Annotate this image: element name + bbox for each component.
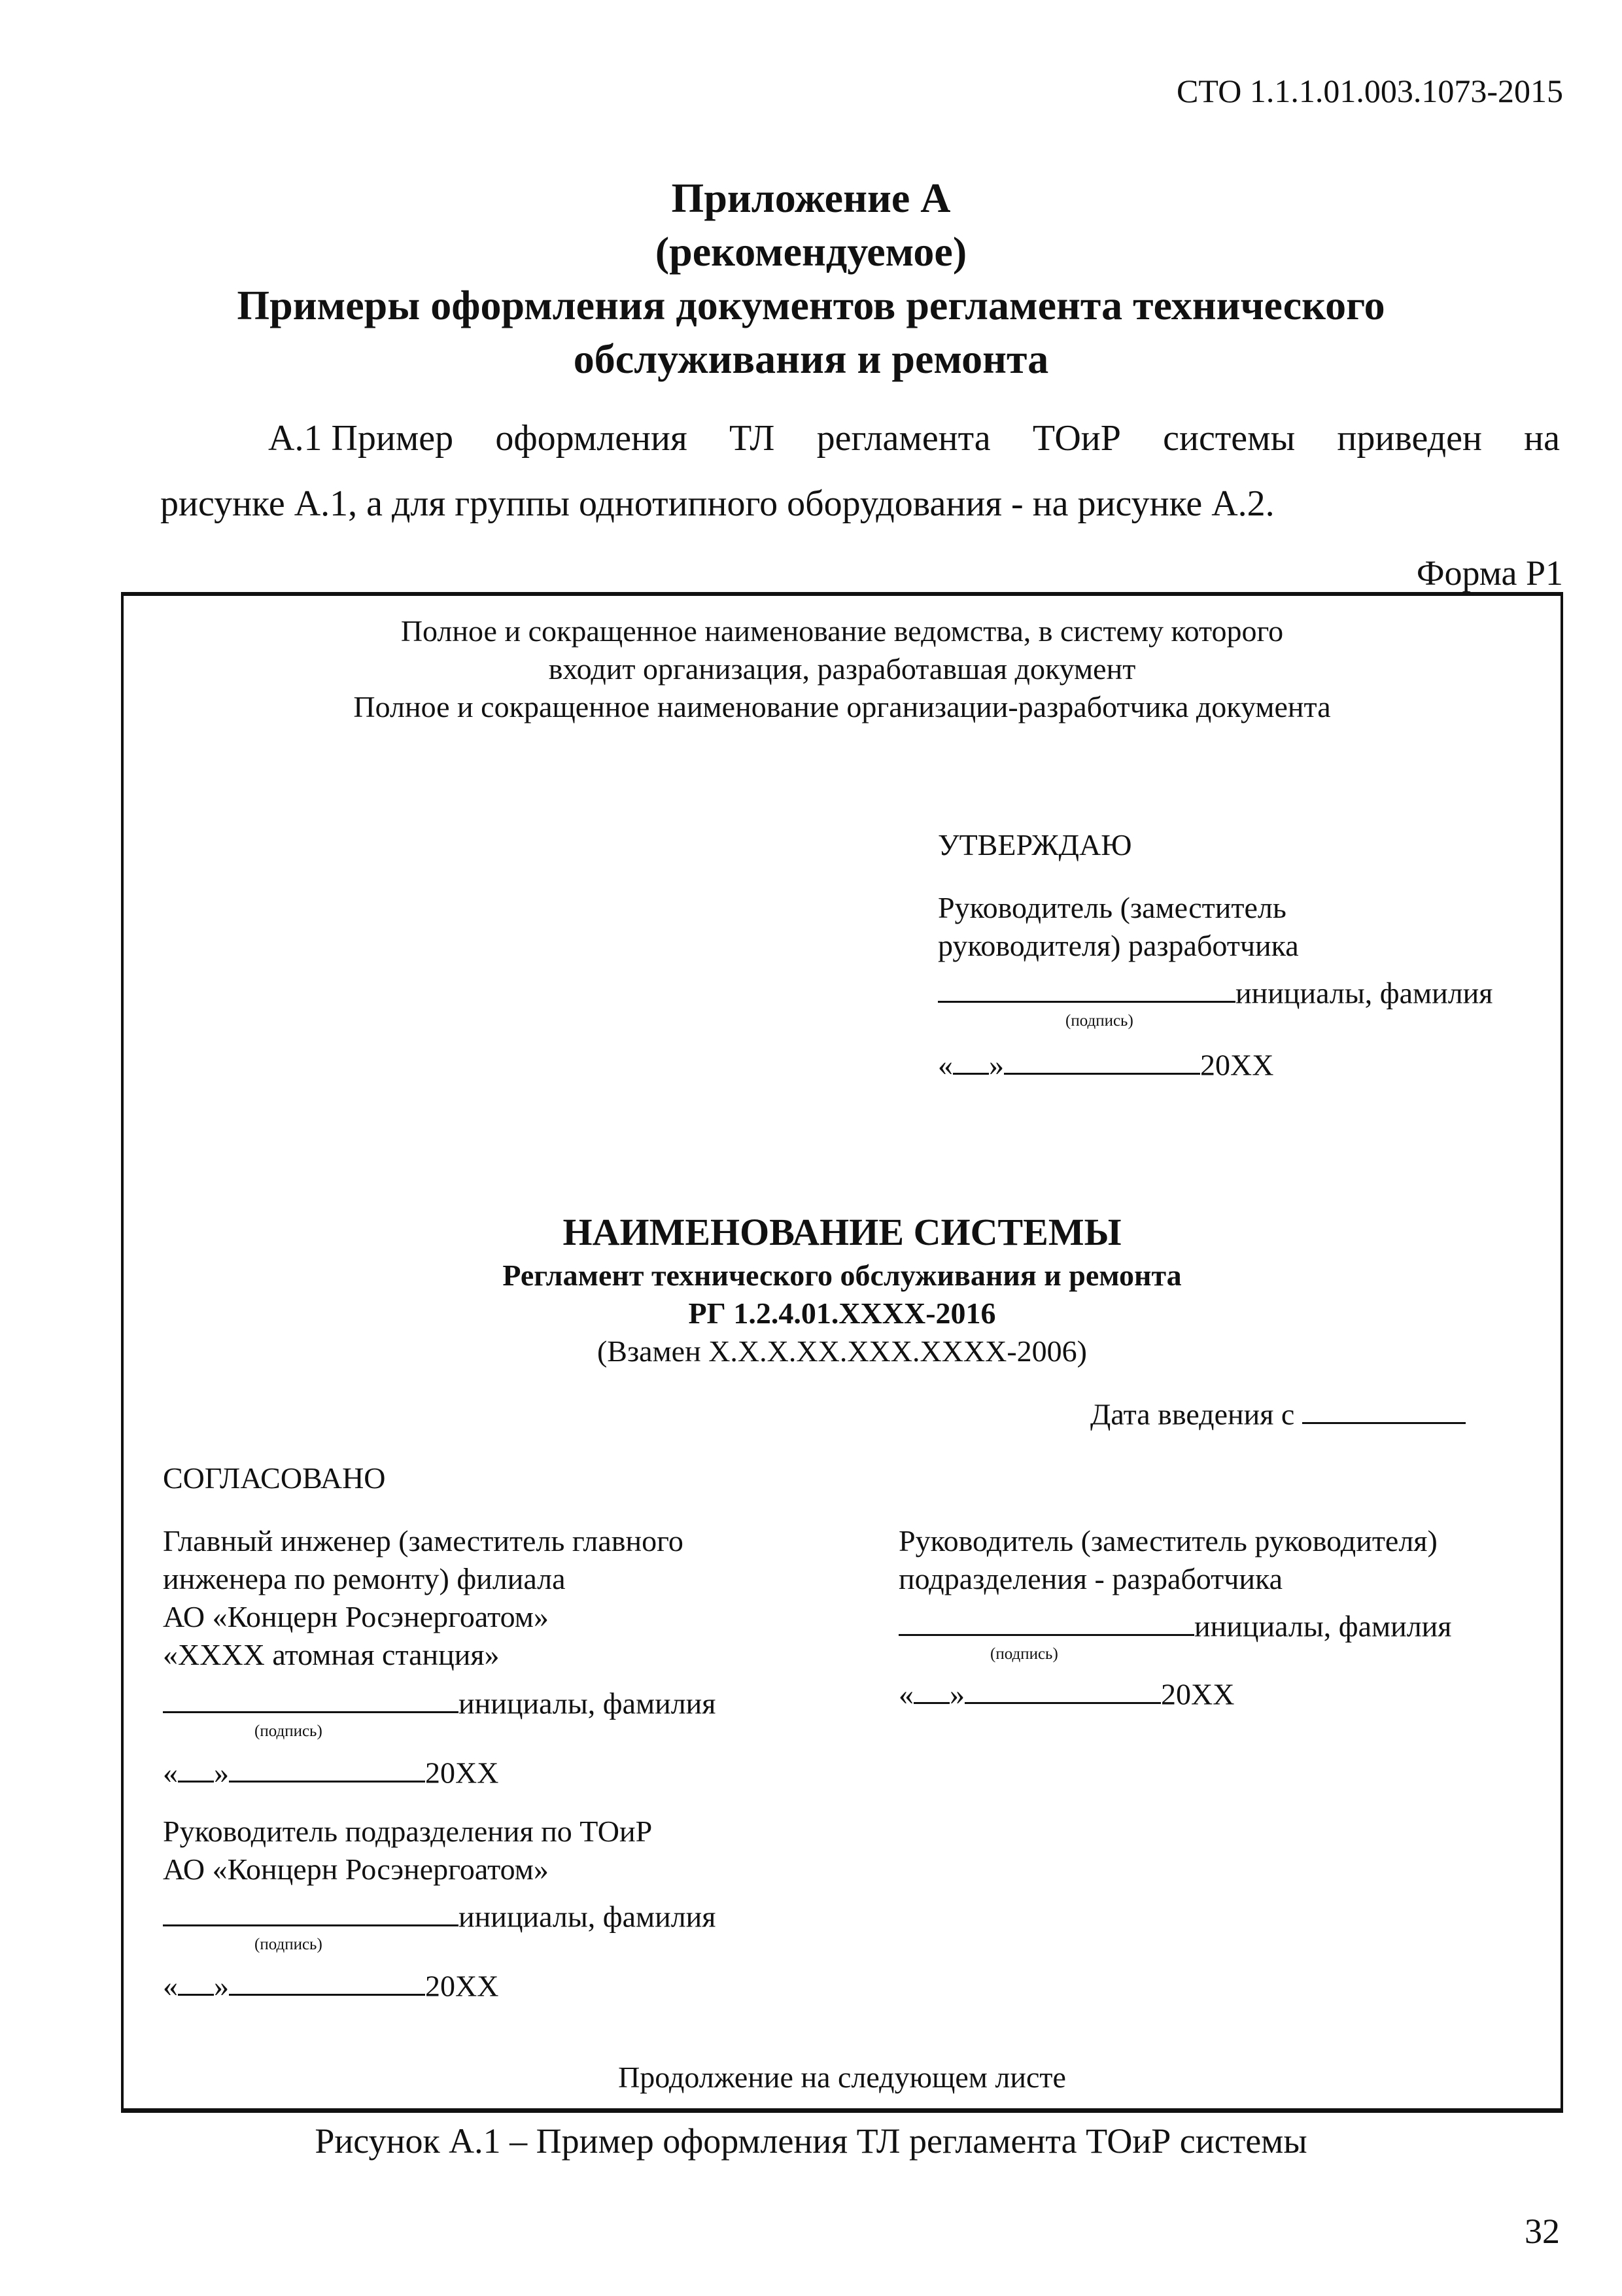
org-line-2: входит организация, разработавшая документ <box>548 652 1136 686</box>
intro-word: А.1 Пример <box>268 418 454 459</box>
form-frame <box>121 592 1563 2113</box>
intro-line-1 <box>268 411 1560 466</box>
quote-close: » <box>950 1677 965 1711</box>
approve-signature-row <box>938 974 1493 1012</box>
figure-caption: Рисунок А.1 – Пример оформления ТЛ регламента ТОиР системы <box>315 2121 1307 2161</box>
regulation-replaces: (Взамен Х.Х.Х.ХХ.ХХХ.ХХХХ-2006) <box>596 1334 1087 1368</box>
intro-word: ТОиР <box>1032 418 1121 459</box>
agreed-left1-year: 20ХХ <box>425 1756 499 1790</box>
intro-word: на <box>1524 418 1560 459</box>
effective-date-row <box>1090 1395 1466 1433</box>
day-line <box>953 1046 989 1075</box>
quote-open: « <box>163 1756 178 1790</box>
intro-word: регламента <box>816 418 991 459</box>
intro-word: системы <box>1163 418 1296 459</box>
agreed-left2-signature-caption: (подпись) <box>254 1936 322 1953</box>
agreed-left2-line1: Руководитель подразделения по ТОиР <box>163 1815 653 1848</box>
day-line <box>178 1967 214 1996</box>
month-line <box>229 1754 425 1783</box>
intro-word: приведен <box>1337 418 1482 459</box>
intro-line-2: рисунке А.1, а для группы однотипного оборудования - на рисунке А.2. <box>160 483 1275 524</box>
org-line-3: Полное и сокращенное наименование организации-разработчика документа <box>353 690 1331 723</box>
form-label: Форма Р1 <box>1416 553 1563 593</box>
agreed-right-signature-row <box>899 1607 1451 1645</box>
agreed-left2-line2: АО «Концерн Росэнергоатом» <box>163 1852 549 1886</box>
regulation-subtitle: Регламент технического обслуживания и ремонта <box>502 1259 1182 1292</box>
agreed-heading: СОГЛАСОВАНО <box>163 1461 386 1495</box>
agreed-right-date-row <box>899 1675 1234 1713</box>
agreed-left1-line1: Главный инженер (заместитель главного <box>163 1524 683 1557</box>
effective-date-label: Дата введения с <box>1090 1397 1295 1431</box>
appendix-title: Приложение А <box>671 175 951 221</box>
agreed-left1-line4: «ХХХХ атомная станция» <box>163 1638 500 1671</box>
month-line <box>229 1967 425 1996</box>
month-line <box>965 1675 1161 1704</box>
intro-word: оформления <box>495 418 687 459</box>
day-line <box>178 1754 214 1783</box>
appendix-heading-line1: Примеры оформления документов регламента технического <box>237 282 1385 328</box>
agreed-right-signature-suffix: инициалы, фамилия <box>1194 1609 1452 1643</box>
quote-open: « <box>938 1048 953 1082</box>
quote-close: » <box>989 1048 1004 1082</box>
signature-line <box>163 1684 458 1713</box>
approve-date-row <box>938 1046 1273 1084</box>
org-line-1: Полное и сокращенное наименование ведомства, в систему которого <box>400 614 1284 648</box>
agreed-left1-line2: инженера по ремонту) филиала <box>163 1562 566 1595</box>
month-line <box>1004 1046 1200 1075</box>
continuation-note: Продолжение на следующем листе <box>618 2061 1066 2094</box>
quote-open: « <box>899 1677 914 1711</box>
approve-role-line1: Руководитель (заместитель <box>938 891 1286 924</box>
agreed-left1-signature-caption: (подпись) <box>254 1722 322 1740</box>
approve-year: 20ХХ <box>1200 1048 1274 1082</box>
agreed-right-year: 20ХХ <box>1161 1677 1235 1711</box>
agreed-left2-signature-row <box>163 1898 716 1936</box>
agreed-right-line2: подразделения - разработчика <box>899 1562 1283 1595</box>
agreed-left1-signature-row <box>163 1684 716 1722</box>
agreed-left2-date-row <box>163 1967 498 2005</box>
agreed-left1-date-row <box>163 1754 498 1792</box>
agreed-left2-signature-suffix: инициалы, фамилия <box>458 1900 716 1934</box>
page-number: 32 <box>1525 2212 1560 2251</box>
signature-line <box>938 974 1235 1003</box>
agreed-right-line1: Руководитель (заместитель руководителя) <box>899 1524 1438 1557</box>
system-name: НАИМЕНОВАНИЕ СИСТЕМЫ <box>562 1211 1122 1253</box>
agreed-left2-year: 20ХХ <box>425 1969 499 2003</box>
appendix-heading-line2: обслуживания и ремонта <box>573 336 1049 382</box>
signature-line <box>163 1898 458 1926</box>
effective-date-line <box>1302 1395 1466 1424</box>
appendix-status: (рекомендуемое) <box>655 228 967 275</box>
quote-close: » <box>214 1756 229 1790</box>
approve-role-line2: руководителя) разработчика <box>938 929 1299 962</box>
signature-line <box>899 1607 1194 1636</box>
document-number: СТО 1.1.1.01.003.1073-2015 <box>1177 73 1563 109</box>
agreed-right-signature-caption: (подпись) <box>990 1645 1058 1663</box>
regulation-code: РГ 1.2.4.01.ХХХХ-2016 <box>688 1296 996 1330</box>
agreed-left1-signature-suffix: инициалы, фамилия <box>458 1686 716 1720</box>
agreed-left1-line3: АО «Концерн Росэнергоатом» <box>163 1600 549 1633</box>
approve-signature-suffix: инициалы, фамилия <box>1235 976 1493 1010</box>
approve-heading: УТВЕРЖДАЮ <box>938 828 1132 861</box>
quote-close: » <box>214 1969 229 2003</box>
approve-signature-caption: (подпись) <box>1065 1012 1133 1030</box>
day-line <box>914 1675 950 1704</box>
intro-word: ТЛ <box>729 418 775 459</box>
quote-open: « <box>163 1969 178 2003</box>
